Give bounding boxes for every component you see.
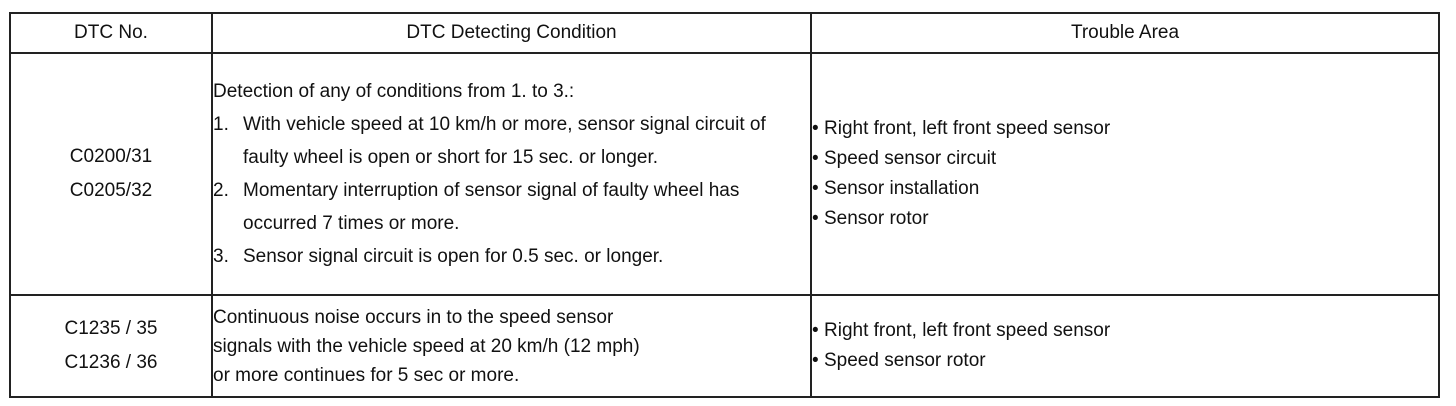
condition-line: or more continues for 5 sec or more. [213,364,520,386]
condition-text: Sensor signal circuit is open for 0.5 sec. or longer. [243,246,664,267]
trouble-area-item [812,144,1438,174]
condition-number: 2. [213,180,229,201]
trouble-area-text: Right front, left front speed sensor [824,320,1111,341]
condition-number: 1. [213,114,229,135]
condition-item [213,174,810,240]
trouble-area-item [812,316,1438,346]
condition-text: With vehicle speed at 10 km/h or more, sensor signal circuit of faulty wheel is open or short for 15 sec. or longer. [243,114,766,168]
trouble-area-cell [811,53,1439,295]
trouble-area-text: Sensor installation [824,178,980,199]
condition-item [213,240,810,273]
bullet-icon: • [812,350,819,371]
trouble-area-item [812,174,1438,204]
condition-number: 3. [213,246,229,267]
trouble-area-text: Speed sensor circuit [824,148,997,169]
condition-intro: Detection of any of conditions from 1. to 3.: [213,81,575,102]
header-condition: DTC Detecting Condition [212,13,811,53]
trouble-area-list [812,114,1438,234]
trouble-area-list [812,316,1438,376]
condition-line: Continuous noise occurs in to the speed sensor [213,306,614,328]
header-row [10,13,1439,53]
dtc-table [9,12,1440,398]
dtc-code: C0200/31 [69,146,153,167]
dtc-code: C1235 / 35 [64,318,158,339]
trouble-area-text: Speed sensor rotor [824,350,986,371]
dtc-code-cell [10,53,212,295]
trouble-area-item [812,204,1438,234]
condition-item [213,108,810,174]
condition-line: signals with the vehicle speed at 20 km/h (12 mph) [213,335,640,357]
condition-list [213,108,810,273]
header-dtc-no: DTC No. [10,13,212,53]
trouble-area-cell [811,295,1439,397]
table-row [10,53,1439,295]
condition-text: Momentary interruption of sensor signal of faulty wheel has occurred 7 times or more. [243,180,740,234]
trouble-area-item [812,346,1438,376]
bullet-icon: • [812,208,819,229]
header-trouble-area: Trouble Area [811,13,1439,53]
dtc-code-cell [10,295,212,397]
trouble-area-item [812,114,1438,144]
trouble-area-text: Sensor rotor [824,208,929,229]
condition-cell [212,53,811,295]
trouble-area-text: Right front, left front speed sensor [824,118,1111,139]
table-row [10,295,1439,397]
condition-cell [212,295,811,397]
dtc-code: C1236 / 36 [64,352,158,373]
bullet-icon: • [812,118,819,139]
bullet-icon: • [812,148,819,169]
dtc-code: C0205/32 [69,180,153,201]
bullet-icon: • [812,178,819,199]
bullet-icon: • [812,320,819,341]
